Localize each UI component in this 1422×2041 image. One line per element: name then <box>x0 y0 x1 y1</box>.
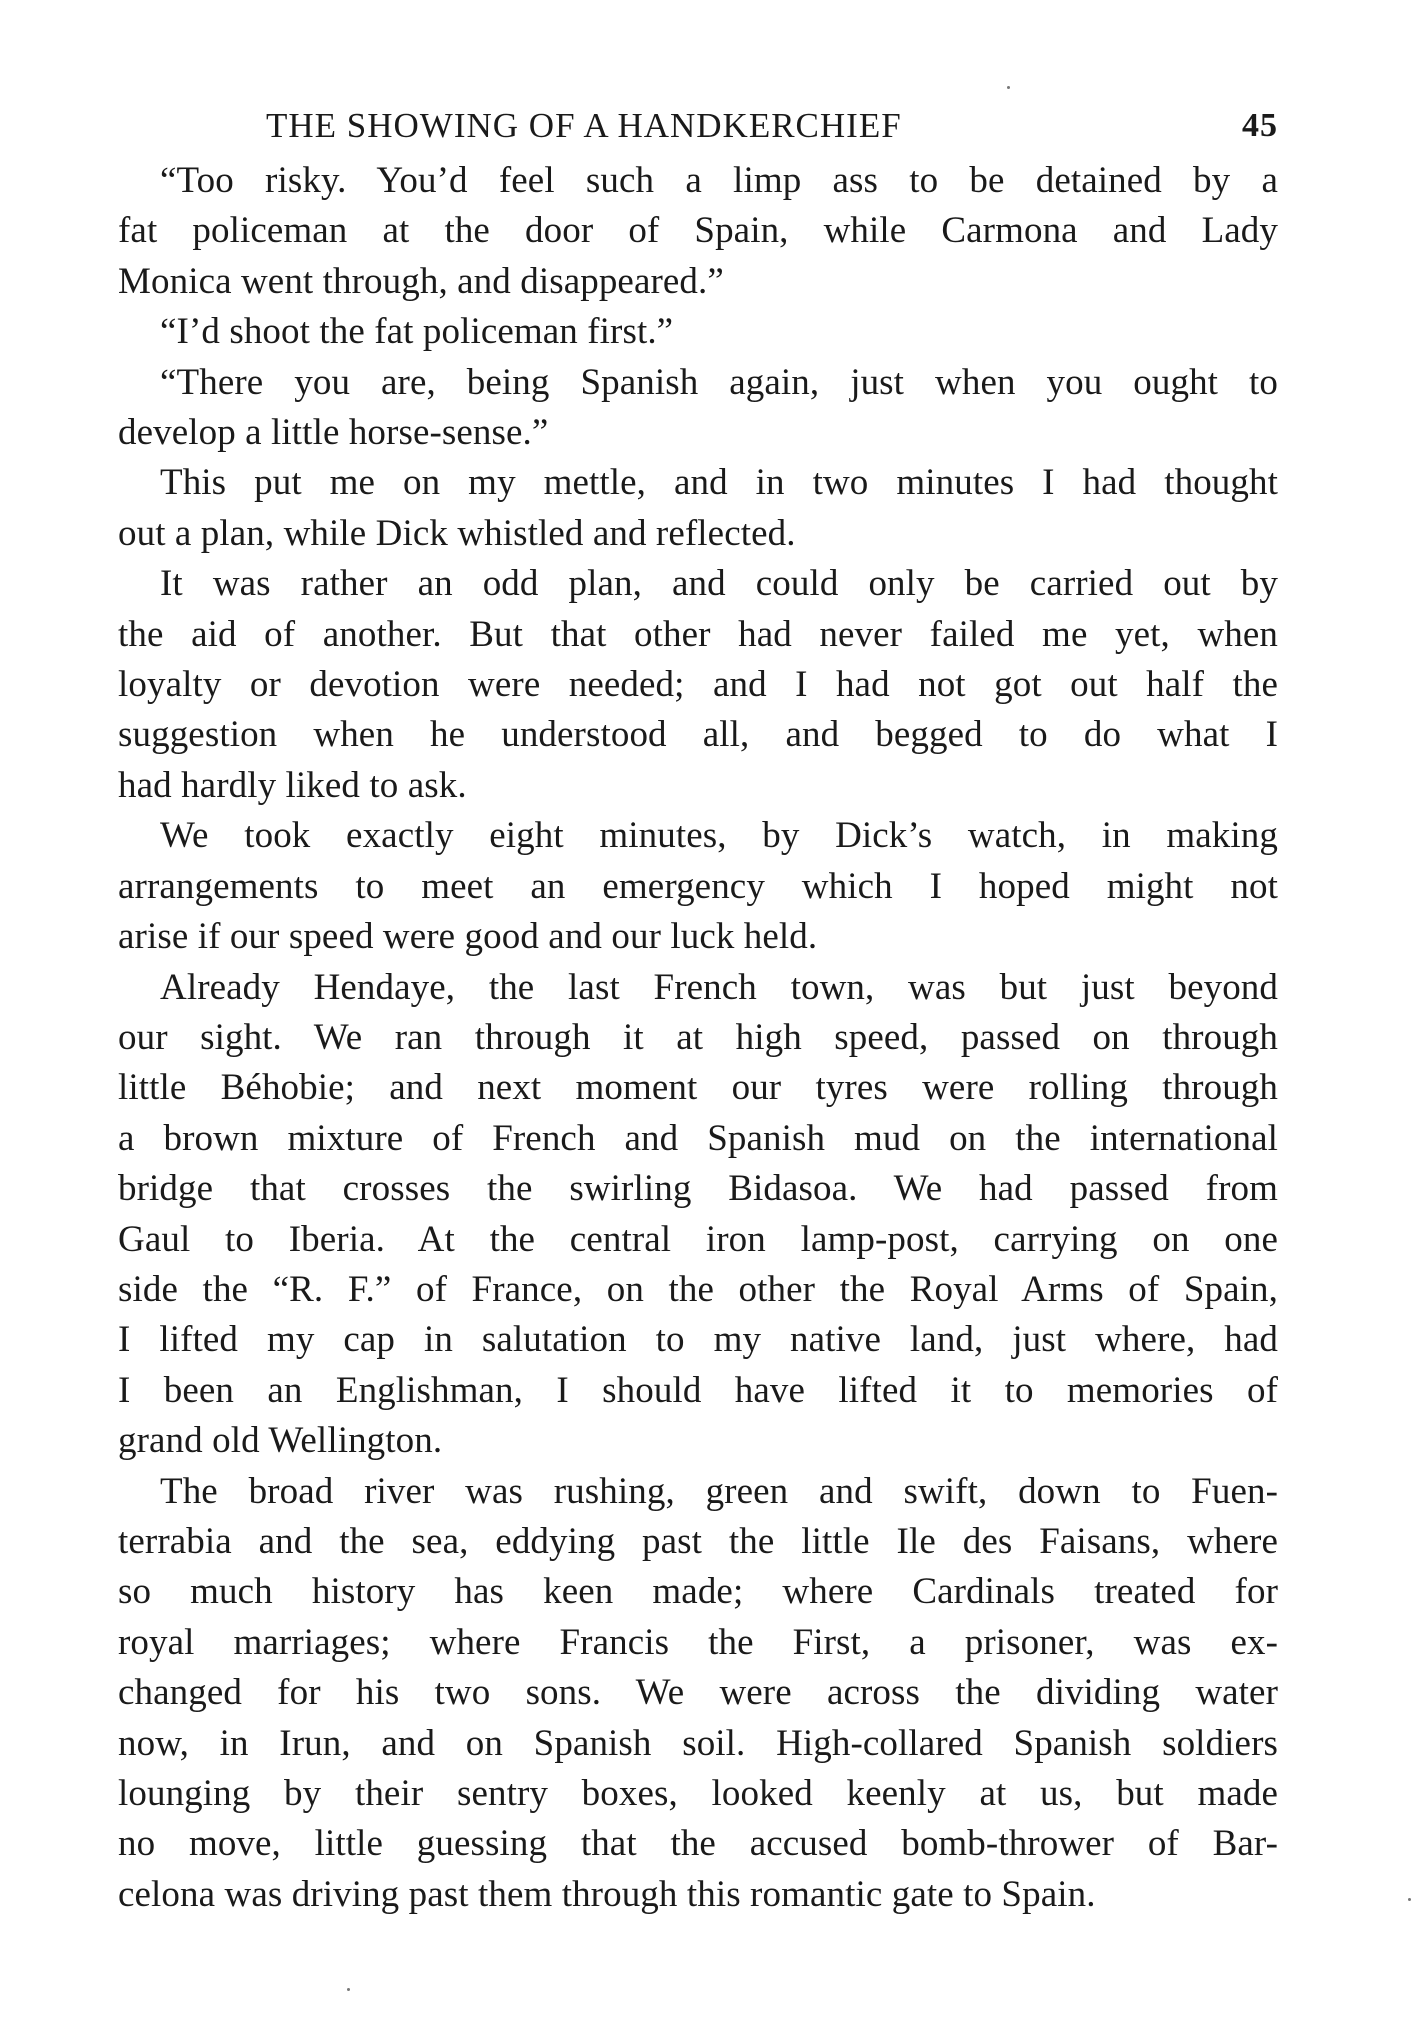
speck-top <box>1007 86 1010 89</box>
page-number: 45 <box>1242 107 1278 144</box>
text-line: our sight. We ran through it at high speed, passed on through <box>118 1016 1278 1058</box>
paragraph <box>118 963 1278 1467</box>
text-line: arise if our speed were good and our luck held. <box>118 916 818 958</box>
text-line: royal marriages; where Francis the First, a prisoner, was ex- <box>118 1621 1278 1663</box>
text-line: loyalty or devotion were needed; and I had not got out half the <box>118 664 1278 706</box>
text-line: changed for his two sons. We were across the dividing water <box>118 1672 1278 1714</box>
text-line: no move, little guessing that the accused bomb-thrower of Bar- <box>118 1823 1278 1865</box>
text-line: arrangements to meet an emergency which I hoped might not <box>118 865 1278 907</box>
text-line: a brown mixture of French and Spanish mud on the international <box>118 1117 1278 1159</box>
text-line: side the “R. F.” of France, on the other the Royal Arms of Spain, <box>118 1268 1278 1310</box>
text-line: It was rather an odd plan, and could only be carried out by <box>160 563 1278 605</box>
paragraph <box>118 156 1278 307</box>
text-line: We took exactly eight minutes, by Dick’s watch, in making <box>160 815 1278 857</box>
paragraph <box>118 811 1278 962</box>
text-line: I lifted my cap in salutation to my native land, just where, had <box>118 1319 1278 1361</box>
text-line: bridge that crosses the swirling Bidasoa. We had passed from <box>118 1168 1278 1210</box>
paragraph <box>118 1467 1278 1921</box>
text-line: suggestion when he understood all, and begged to do what I <box>118 714 1278 756</box>
text-line: so much history has keen made; where Cardinals treated for <box>118 1571 1278 1613</box>
text-line: lounging by their sentry boxes, looked keenly at us, but made <box>118 1773 1278 1814</box>
paragraph <box>118 358 1278 459</box>
text-line: develop a little horse-sense.” <box>118 412 549 454</box>
text-line: celona was driving past them through this romantic gate to Spain. <box>118 1873 1096 1915</box>
text-line: “I’d shoot the fat policeman first.” <box>160 311 674 353</box>
paragraph <box>118 458 1278 559</box>
text-line: I been an Englishman, I should have lifted it to memories of <box>118 1369 1278 1411</box>
text-line: now, in Irun, and on Spanish soil. High-collared Spanish soldiers <box>118 1722 1278 1764</box>
text-line: Monica went through, and disappeared.” <box>118 260 724 302</box>
text-line: This put me on my mettle, and in two minutes I had thought <box>160 462 1278 504</box>
text-line: had hardly liked to ask. <box>118 764 467 806</box>
text-line: the aid of another. But that other had never failed me yet, when <box>118 613 1278 655</box>
text-line: out a plan, while Dick whistled and reflected. <box>118 512 796 554</box>
speck-bottom <box>347 1988 350 1991</box>
text-line: Gaul to Iberia. At the central iron lamp-post, carrying on one <box>118 1218 1278 1260</box>
paragraph <box>118 559 1278 811</box>
body-text <box>118 156 1278 1920</box>
text-line: Already Hendaye, the last French town, was but just beyond <box>160 966 1278 1008</box>
running-title: THE SHOWING OF A HANDKERCHIEF <box>266 106 902 145</box>
running-head <box>118 98 1278 154</box>
text-line: “Too risky. You’d feel such a limp ass to be detained by a <box>160 160 1278 201</box>
text-line: grand old Wellington. <box>118 1420 443 1462</box>
book-page <box>118 98 1278 1920</box>
text-line: The broad river was rushing, green and swift, down to Fuen- <box>160 1470 1278 1512</box>
text-line: little Béhobie; and next moment our tyres were rolling through <box>118 1067 1278 1109</box>
text-line: terrabia and the sea, eddying past the little Ile des Faisans, where <box>118 1520 1278 1562</box>
speck-right <box>1408 1898 1411 1901</box>
text-line: fat policeman at the door of Spain, while Carmona and Lady <box>118 210 1278 252</box>
paragraph <box>118 307 1278 357</box>
text-line: “There you are, being Spanish again, just when you ought to <box>160 361 1278 403</box>
